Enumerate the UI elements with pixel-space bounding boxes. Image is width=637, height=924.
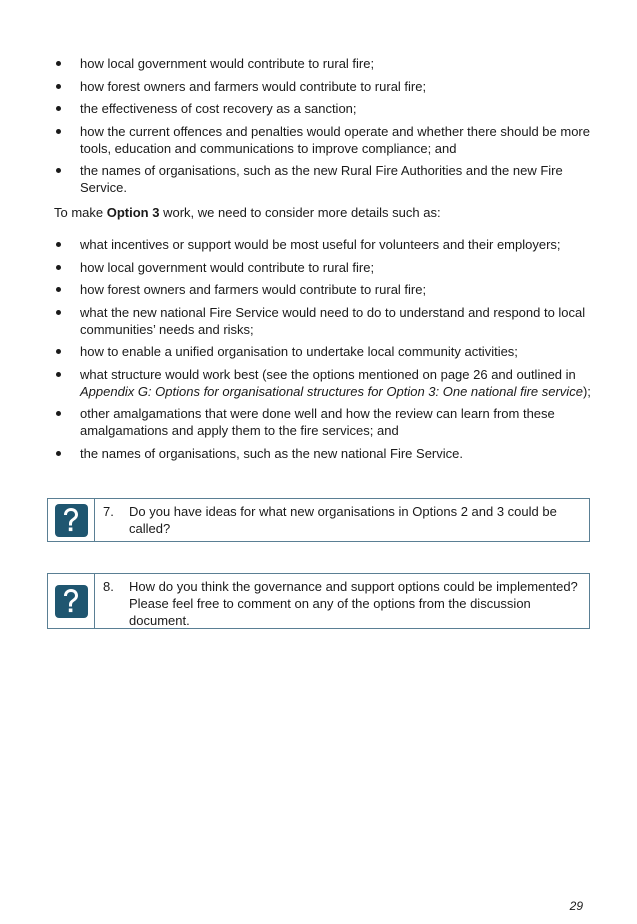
- bullet-icon: [56, 372, 61, 377]
- bullet-icon: [56, 451, 61, 456]
- bullet-icon: [56, 265, 61, 270]
- bullet-icon: [56, 61, 61, 66]
- list-item: the names of organisations, such as the new Rural Fire Authorities and the new Fire Service.: [54, 162, 594, 196]
- bullet-icon: [56, 168, 61, 173]
- question-text: How do you think the governance and support options could be implemented? Please feel free to comment on any of the options from the discussion document.: [129, 579, 578, 628]
- list-item: how the current offences and penalties would operate and whether there should be more tools, education and communications to improve compliance; and: [54, 123, 594, 157]
- list-item: how local government would contribute to rural fire;: [54, 55, 594, 72]
- bullet-icon: [56, 287, 61, 292]
- list-item: other amalgamations that were done well and how the review can learn from these amalgamations and apply them to the fire services; and: [54, 405, 594, 439]
- question-box-7: [47, 498, 590, 542]
- bullet-icon: [56, 242, 61, 247]
- list-item: the names of organisations, such as the new national Fire Service.: [54, 445, 594, 462]
- list-item: how local government would contribute to rural fire;: [54, 259, 594, 276]
- bullet-icon: [56, 310, 61, 315]
- question-number: 7.: [103, 504, 114, 519]
- bullet-icon: [56, 411, 61, 416]
- bullet-icon: [56, 129, 61, 134]
- list-item: what structure would work best (see the options mentioned on page 26 and outlined in Appendix G: Options for organisational structures for Option 3: One national fire service);: [54, 366, 594, 400]
- question-text: Do you have ideas for what new organisations in Options 2 and 3 could be called?: [129, 504, 557, 536]
- bullet-icon: [56, 106, 61, 111]
- option2-details-list: [54, 55, 594, 202]
- option3-intro: To make Option 3 work, we need to consider more details such as:: [54, 205, 441, 220]
- question-box-8: [47, 573, 590, 629]
- page-number: 29: [569, 899, 583, 913]
- bullet-icon: [56, 84, 61, 89]
- list-item: how forest owners and farmers would contribute to rural fire;: [54, 78, 594, 95]
- option3-label: Option 3: [106, 205, 160, 220]
- bullet-icon: [56, 349, 61, 354]
- appendix-reference: Appendix G: Options for organisational structures for Option 3: One national fire service: [80, 383, 583, 399]
- option3-details-list: [54, 236, 594, 467]
- question-mark-icon: [55, 585, 88, 618]
- list-item: what the new national Fire Service would need to do to understand and respond to local communities’ needs and risks;: [54, 304, 594, 338]
- question-mark-icon: [55, 504, 88, 537]
- question-number: 8.: [103, 579, 114, 594]
- list-item: what incentives or support would be most useful for volunteers and their employers;: [54, 236, 594, 253]
- list-item: how forest owners and farmers would contribute to rural fire;: [54, 281, 594, 298]
- list-item: how to enable a unified organisation to undertake local community activities;: [54, 343, 594, 360]
- list-item: the effectiveness of cost recovery as a sanction;: [54, 100, 594, 117]
